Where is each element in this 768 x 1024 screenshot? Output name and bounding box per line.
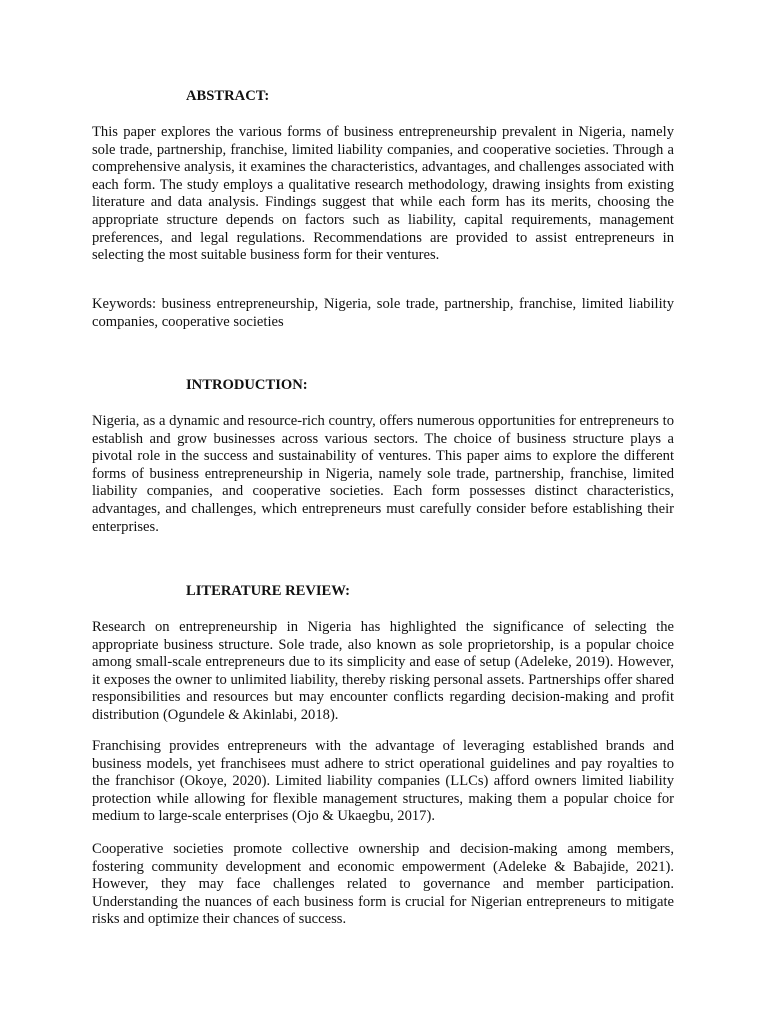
introduction-heading: INTRODUCTION:	[186, 377, 308, 393]
literature-review-paragraph-3: Cooperative societies promote collective ownership and decision-making among members, fostering community development and economic empowerment (Adeleke & Babajide, 2021). However, they may face challenges related to governance and member participation. Understanding the nuances of each business form is crucial for Nigerian entrepreneurs to mitigate risks and optimize their chances of success.	[92, 841, 674, 928]
literature-review-heading: LITERATURE REVIEW:	[186, 583, 350, 599]
abstract-heading: ABSTRACT:	[186, 88, 270, 104]
abstract-body: This paper explores the various forms of business entrepreneurship prevalent in Nigeria, namely sole trade, partnership, franchise, limited liability companies, and cooperative societies. Through a comprehensive analysis, it examines the characteristics, advantages, and challenges associated with each form. The study employs a qualitative research methodology, drawing insights from existing literature and data analysis. Findings suggest that while each form has its merits, choosing the appropriate structure depends on factors such as liability, capital requirements, management preferences, and legal regulations. Recommendations are provided to assist entrepreneurs in selecting the most suitable business form for their ventures.	[92, 124, 674, 264]
literature-review-paragraph-1: Research on entrepreneurship in Nigeria has highlighted the significance of selecting the appropriate business structure. Sole trade, also known as sole proprietorship, is a popular choice among small-scale entrepreneurs due to its simplicity and ease of setup (Adeleke, 2019). However, it exposes the owner to unlimited liability, thereby risking personal assets. Partnerships offer shared responsibilities and resources but may encounter conflicts regarding decision-making and profit distribution (Ogundele & Akinlabi, 2018).	[92, 619, 674, 723]
literature-review-paragraph-2: Franchising provides entrepreneurs with the advantage of leveraging established brands and business models, yet franchisees must adhere to strict operational guidelines and pay royalties to the franchisor (Okoye, 2020). Limited liability companies (LLCs) afford owners limited liability protection while allowing for flexible management structures, making them a popular choice for medium to large-scale enterprises (Ojo & Ukaegbu, 2017).	[92, 738, 674, 825]
keywords-paragraph: Keywords: business entrepreneurship, Nigeria, sole trade, partnership, franchise, limited liability companies, cooperative societies	[92, 296, 674, 330]
introduction-body: Nigeria, as a dynamic and resource-rich country, offers numerous opportunities for entrepreneurs to establish and grow businesses across various sectors. The choice of business structure plays a pivotal role in the success and sustainability of ventures. This paper aims to explore the different forms of business entrepreneurship in Nigeria, namely sole trade, partnership, franchise, limited liability companies, and cooperative societies. Each form possesses distinct characteristics, advantages, and challenges, which entrepreneurs must carefully consider before establishing their enterprises.	[92, 413, 674, 535]
